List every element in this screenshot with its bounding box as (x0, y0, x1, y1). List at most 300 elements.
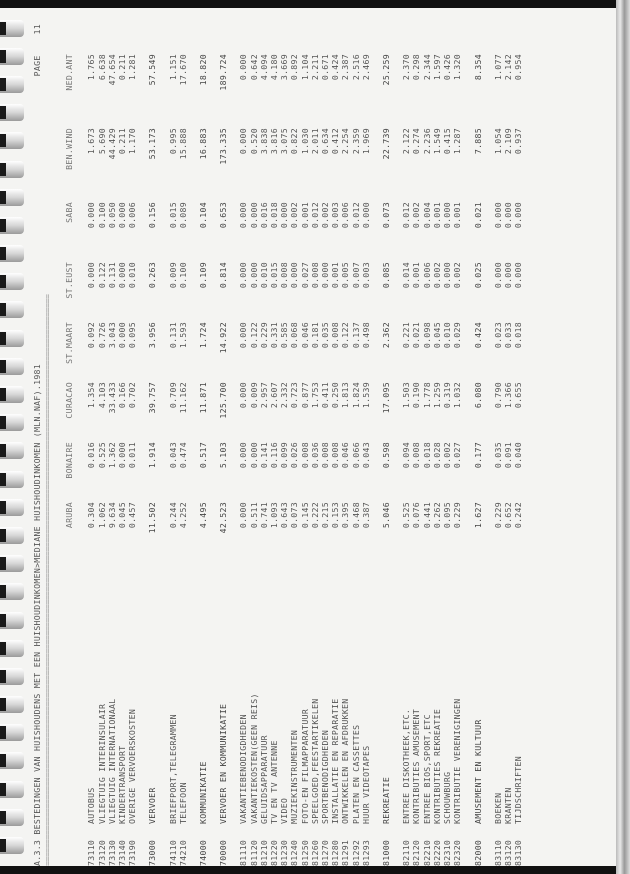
cell-value: 0.177 (472, 442, 483, 469)
cell-value: 3.043 (106, 322, 117, 349)
row-code: 81000 (381, 839, 392, 866)
table-row (178, 54, 188, 866)
cell-value: 0.001 (299, 202, 310, 229)
cell-value: 2.359 (350, 128, 361, 155)
cell-value: 0.457 (127, 502, 138, 529)
binding-ring (0, 640, 24, 657)
row-code: 83130 (513, 839, 524, 866)
cell-value: 1.824 (350, 382, 361, 409)
cell-value: 0.002 (289, 202, 300, 229)
cell-value: 0.043 (167, 442, 178, 469)
column-header: NED.ANT (64, 54, 75, 91)
row-label: ENTREE BIOS,SPORT,ETC (421, 714, 432, 824)
cell-value: 0.671 (320, 54, 331, 81)
cell-value: 7.885 (472, 128, 483, 155)
cell-value: 1.673 (86, 128, 97, 155)
cell-value: 0.009 (248, 382, 259, 409)
row-code: 82220 (431, 839, 442, 866)
cell-value: 0.141 (258, 442, 269, 469)
cell-value: 0.877 (299, 382, 310, 409)
cell-value: 4.495 (198, 502, 209, 529)
group-spacer (158, 54, 168, 866)
binding-ring (0, 217, 24, 234)
column-header: ARUBA (64, 502, 75, 529)
row-code: 73130 (106, 839, 117, 866)
cell-value: 0.000 (238, 382, 249, 409)
cell-value: 0.012 (309, 202, 320, 229)
table-row (432, 54, 442, 866)
cell-value: 0.229 (492, 502, 503, 529)
cell-value: 1.030 (299, 128, 310, 155)
cell-value: 0.050 (106, 202, 117, 229)
table-body (86, 54, 533, 866)
row-label: VERVOER EN KOMMUNIKATIE (218, 703, 229, 824)
table-row (107, 54, 117, 866)
table-row (320, 54, 330, 866)
cell-value: 47.654 (106, 54, 117, 86)
cell-value: 0.000 (492, 262, 503, 289)
cell-value: 0.585 (279, 322, 290, 349)
cell-value: 0.016 (86, 442, 97, 469)
cell-value: 0.274 (411, 128, 422, 155)
cell-value: 0.001 (330, 262, 341, 289)
cell-value: 0.221 (401, 322, 412, 349)
cell-value: 0.001 (411, 262, 422, 289)
cell-value: 1.320 (452, 54, 463, 81)
cell-value: 0.412 (330, 128, 341, 155)
binding-ring (0, 809, 24, 826)
cell-value: 0.634 (320, 128, 331, 155)
cell-value: 0.525 (401, 502, 412, 529)
cell-value: 0.005 (340, 262, 351, 289)
cell-value: 17.670 (177, 54, 188, 86)
cell-value: 2.211 (309, 54, 320, 81)
cell-value: 39.757 (147, 382, 158, 414)
row-label: SCHOUWBURG (442, 771, 453, 824)
cell-value: 0.012 (401, 202, 412, 229)
row-code: 81291 (340, 839, 351, 866)
cell-value: 0.035 (492, 442, 503, 469)
cell-value: 0.008 (279, 262, 290, 289)
cell-value: 0.000 (238, 128, 249, 155)
row-code: 82120 (411, 839, 422, 866)
cell-value: 0.009 (167, 262, 178, 289)
binding-ring (0, 358, 24, 375)
row-code: 81250 (299, 839, 310, 866)
cell-value: 1.778 (421, 382, 432, 409)
cell-value: 0.040 (513, 442, 524, 469)
cell-value: 2.516 (350, 54, 361, 81)
cell-value: 9.634 (106, 502, 117, 529)
table-row (117, 54, 127, 866)
binding-ring (0, 696, 24, 713)
cell-value: 0.000 (502, 262, 513, 289)
row-code: 82210 (421, 839, 432, 866)
binding-ring (0, 48, 24, 65)
row-label: SPORTBENODIGDHEDEN (320, 729, 331, 824)
cell-value: 4.103 (96, 382, 107, 409)
cell-value: 0.000 (86, 202, 97, 229)
cell-value: 0.012 (350, 202, 361, 229)
cell-value: 2.236 (421, 128, 432, 155)
cell-value: 0.468 (350, 502, 361, 529)
cell-value: 0.156 (147, 202, 158, 229)
cell-value: 0.094 (401, 442, 412, 469)
cell-value: 18.820 (198, 54, 209, 86)
table-row (452, 54, 462, 866)
row-label: PLATEN EN CASSETTES (350, 724, 361, 824)
row-label: VAKANTIEBENODIGDHEDEN (238, 714, 249, 824)
cell-value: 15.888 (177, 128, 188, 160)
cell-value: 0.026 (289, 442, 300, 469)
table-row (249, 54, 259, 866)
row-code: 81220 (269, 839, 280, 866)
cell-value: 0.025 (472, 262, 483, 289)
cell-value: 3.838 (258, 128, 269, 155)
cell-value: 0.000 (289, 262, 300, 289)
cell-value: 2.362 (381, 322, 392, 349)
cell-value: 0.598 (381, 442, 392, 469)
row-code: 73190 (127, 839, 138, 866)
cell-value: 0.424 (472, 322, 483, 349)
cell-value: 1.753 (309, 382, 320, 409)
cell-value: 3.816 (269, 128, 280, 155)
cell-value: 0.045 (117, 502, 128, 529)
cell-value: 0.137 (350, 322, 361, 349)
cell-value: 0.000 (248, 262, 259, 289)
cell-value: 1.914 (147, 442, 158, 469)
row-label: BRIEFPORT,TELEGRAMMEN (167, 714, 178, 824)
cell-value: 0.027 (452, 442, 463, 469)
cell-value: 0.092 (86, 322, 97, 349)
cell-value: 0.045 (431, 322, 442, 349)
cell-value: 0.387 (360, 502, 371, 529)
table-row (493, 54, 503, 866)
row-label: TV EN TV ANTENNE (269, 740, 280, 824)
cell-value: 2.387 (340, 54, 351, 81)
cell-value: 2.332 (279, 382, 290, 409)
document-title: A.3.3 BESTEDINGEN VAN HUISHOUDENS MET EEN HUISHOUDINKOMEN>MEDIANE HUISHOUDINKOMEN (MLN.NAF).1981 (32, 363, 42, 866)
cell-value: 0.033 (502, 322, 513, 349)
cell-value: 0.015 (167, 202, 178, 229)
column-header: BONAIRE (64, 442, 75, 479)
group-spacer (188, 54, 198, 866)
cell-value: 0.262 (431, 502, 442, 529)
cell-value: 2.011 (309, 128, 320, 155)
cell-value: 1.077 (492, 54, 503, 81)
cell-value: 0.426 (442, 54, 453, 81)
column-header: CURACAO (64, 382, 75, 419)
cell-value: 0.046 (340, 442, 351, 469)
cell-value: 6.638 (96, 54, 107, 81)
binding-ring (0, 132, 24, 149)
cell-value: 1.813 (340, 382, 351, 409)
cell-value: 1.062 (96, 502, 107, 529)
cell-value: 25.259 (381, 54, 392, 86)
column-header: ST.EUST (64, 262, 75, 299)
binding-ring (0, 161, 24, 178)
cell-value: 0.498 (360, 322, 371, 349)
cell-value: 0.002 (320, 202, 331, 229)
binding-ring (0, 20, 24, 37)
cell-value: 0.892 (289, 54, 300, 81)
cell-value: 0.709 (167, 382, 178, 409)
table-row (300, 54, 310, 866)
row-code: 81280 (330, 839, 341, 866)
cell-value: 0.029 (452, 322, 463, 349)
cell-value: 0.006 (127, 202, 138, 229)
row-code: 82310 (442, 839, 453, 866)
cell-value: 0.000 (279, 202, 290, 229)
spiral-binding (0, 8, 26, 866)
group-spacer (391, 54, 401, 866)
row-label: KONTRIBUTIE VERENIGINGEN (452, 698, 463, 824)
binding-ring (0, 442, 24, 459)
row-code: 83110 (492, 839, 503, 866)
row-code: 82000 (472, 839, 483, 866)
row-label: VLIEGTUIG INTERINSULAIR (96, 703, 107, 824)
row-label: REKREATIE (381, 776, 392, 824)
total-row (218, 54, 228, 866)
row-label: VERVOER (147, 787, 158, 824)
group-spacer (523, 54, 533, 866)
cell-value: 0.010 (258, 262, 269, 289)
cell-value: 4.094 (258, 54, 269, 81)
cell-value: 1.170 (127, 128, 138, 155)
cell-value: 6.080 (472, 382, 483, 409)
cell-value: 22.739 (381, 128, 392, 160)
cell-value: 0.244 (167, 502, 178, 529)
cell-value: 0.015 (269, 262, 280, 289)
cell-value: 0.008 (299, 442, 310, 469)
table-row (503, 54, 513, 866)
cell-value: 1.593 (177, 322, 188, 349)
binding-ring (0, 781, 24, 798)
cell-value: 0.723 (289, 382, 300, 409)
cell-value: 0.652 (502, 502, 513, 529)
table-row (411, 54, 421, 866)
table-row (442, 54, 452, 866)
row-code: 81293 (360, 839, 371, 866)
row-code: 81110 (238, 839, 249, 866)
row-label: GELUIDSAPPARATUUR (258, 735, 269, 824)
cell-value: 0.153 (330, 502, 341, 529)
cell-value: 0.395 (340, 502, 351, 529)
cell-value: 0.520 (248, 128, 259, 155)
cell-value: 0.021 (411, 322, 422, 349)
cell-value: 0.131 (167, 322, 178, 349)
page-stack-edge (616, 0, 630, 874)
row-code: 73000 (147, 839, 158, 866)
cell-value: 0.000 (442, 262, 453, 289)
cell-value: 0.104 (198, 202, 209, 229)
row-label: MUZIEKINSTRUMENTEN (289, 729, 300, 824)
table-row (422, 54, 432, 866)
cell-value: 0.242 (513, 502, 524, 529)
cell-value: 0.954 (513, 54, 524, 81)
binding-ring (0, 555, 24, 572)
cell-value: 0.000 (117, 202, 128, 229)
binding-ring (0, 189, 24, 206)
table-row (238, 54, 248, 866)
cell-value: 1.259 (431, 382, 442, 409)
cell-value: 2.469 (360, 54, 371, 81)
cell-value: 0.021 (472, 202, 483, 229)
table-row (330, 54, 340, 866)
cell-value: 44.429 (106, 128, 117, 160)
expenditure-table (64, 54, 533, 866)
row-label: ENTREE DISKOTHEEK,ETC. (401, 708, 412, 824)
group-spacer (371, 54, 381, 866)
cell-value: 0.215 (320, 502, 331, 529)
cell-value: 0.001 (431, 202, 442, 229)
cell-value: 189.724 (218, 54, 229, 91)
cell-value: 0.000 (442, 202, 453, 229)
cell-value: 0.263 (147, 262, 158, 289)
binding-ring (0, 414, 24, 431)
cell-value: 0.004 (421, 202, 432, 229)
binding-ring (0, 386, 24, 403)
cell-value: 0.229 (452, 502, 463, 529)
cell-value: 1.366 (502, 382, 513, 409)
row-label: TIJDSCHRIFTEN (513, 756, 524, 824)
cell-value: 1.765 (86, 54, 97, 81)
cell-value: 0.066 (350, 442, 361, 469)
page-label: PAGE (32, 55, 42, 77)
cell-value: 0.525 (96, 442, 107, 469)
row-label: ONTWIKKELEN EN AFDRUKKEN (340, 698, 351, 824)
cell-value: 5.103 (218, 442, 229, 469)
row-label: KINDERTRANSPORT (117, 745, 128, 824)
table-row (86, 54, 96, 866)
column-header: ST.MAART (64, 322, 75, 364)
cell-value: 0.000 (238, 54, 249, 81)
cell-value: 11.502 (147, 502, 158, 534)
cell-value: 4.180 (269, 54, 280, 81)
row-label: FOTO-EN FILMAPPARATUUR (299, 708, 310, 824)
row-label: VIDEO (279, 797, 290, 824)
binding-ring (0, 273, 24, 290)
cell-value: 5.690 (96, 128, 107, 155)
cell-value: 11.871 (198, 382, 209, 414)
binding-ring (0, 752, 24, 769)
cell-value: 0.008 (320, 442, 331, 469)
cell-value: 0.091 (502, 442, 513, 469)
table-row (361, 54, 371, 866)
table-row (259, 54, 269, 866)
cell-value: 0.006 (421, 262, 432, 289)
cell-value: 0.131 (106, 262, 117, 289)
cell-value: 0.010 (127, 262, 138, 289)
cell-value: 0.095 (127, 322, 138, 349)
cell-value: 0.007 (350, 262, 361, 289)
cell-value: 0.002 (411, 202, 422, 229)
cell-value: 0.655 (513, 382, 524, 409)
cell-value: 0.011 (127, 442, 138, 469)
cell-value: 0.229 (258, 322, 269, 349)
cell-value: 173.335 (218, 128, 229, 165)
row-code: 74110 (167, 839, 178, 866)
binding-ring (0, 104, 24, 121)
cell-value: 125.700 (218, 382, 229, 419)
cell-value: 0.002 (452, 262, 463, 289)
row-code: 74210 (177, 839, 188, 866)
cell-value: 2.122 (401, 128, 412, 155)
cell-value: 0.000 (86, 262, 97, 289)
cell-value: 0.014 (401, 262, 412, 289)
binding-ring (0, 245, 24, 262)
cell-value: 0.116 (269, 442, 280, 469)
cell-value: 0.181 (309, 322, 320, 349)
cell-value: 0.000 (492, 202, 503, 229)
total-row (198, 54, 208, 866)
cell-value: 0.319 (442, 382, 453, 409)
table-row (127, 54, 137, 866)
cell-value: 0.008 (330, 322, 341, 349)
total-row (473, 54, 483, 866)
rotated-table-content (30, 16, 615, 866)
cell-value: 0.000 (117, 322, 128, 349)
cell-value: 0.076 (411, 502, 422, 529)
row-code: 81230 (279, 839, 290, 866)
cell-value: 0.023 (492, 322, 503, 349)
cell-value: 0.000 (248, 442, 259, 469)
cell-value: 1.151 (167, 54, 178, 81)
cell-value: 0.000 (513, 202, 524, 229)
cell-value: 5.046 (381, 502, 392, 529)
cell-value: 14.922 (218, 322, 229, 354)
cell-value: 1.054 (492, 128, 503, 155)
cell-value: 0.511 (248, 502, 259, 529)
cell-value: 0.000 (360, 202, 371, 229)
header-row (30, 16, 42, 866)
row-code: 73110 (86, 839, 97, 866)
row-code: 70000 (218, 839, 229, 866)
cell-value: 1.627 (472, 502, 483, 529)
row-label: INSTALLATIE EN REPARATIE (330, 698, 341, 824)
cell-value: 2.607 (269, 382, 280, 409)
cell-value: 17.095 (381, 382, 392, 414)
cell-value: 0.517 (198, 442, 209, 469)
cell-value: 0.790 (492, 382, 503, 409)
row-label: TELEFOON (177, 782, 188, 824)
cell-value: 0.298 (411, 54, 422, 81)
cell-value: 0.000 (238, 202, 249, 229)
cell-value: 0.995 (167, 128, 178, 155)
cell-value: 0.100 (177, 262, 188, 289)
table-row (289, 54, 299, 866)
cell-value: 0.211 (117, 128, 128, 155)
cell-value: 33.433 (106, 382, 117, 414)
cell-value: 0.250 (330, 382, 341, 409)
cell-value: 0.000 (238, 502, 249, 529)
cell-value: 1.093 (269, 502, 280, 529)
cell-value: 3.669 (279, 54, 290, 81)
cell-value: 1.104 (299, 54, 310, 81)
cell-value: 1.362 (106, 442, 117, 469)
row-code: 81292 (350, 839, 361, 866)
total-row (147, 54, 157, 866)
row-label: OVERIGE VERVOERSKOSTEN (127, 708, 138, 824)
binding-ring (0, 330, 24, 347)
cell-value: 0.046 (299, 322, 310, 349)
row-label: SPEELGOED,FEESTARTIKELEN (309, 698, 320, 824)
cell-value: 0.003 (360, 262, 371, 289)
cell-value: 0.222 (309, 502, 320, 529)
binding-ring (0, 724, 24, 741)
cell-value: 53.173 (147, 128, 158, 160)
cell-value: 0.000 (238, 262, 249, 289)
